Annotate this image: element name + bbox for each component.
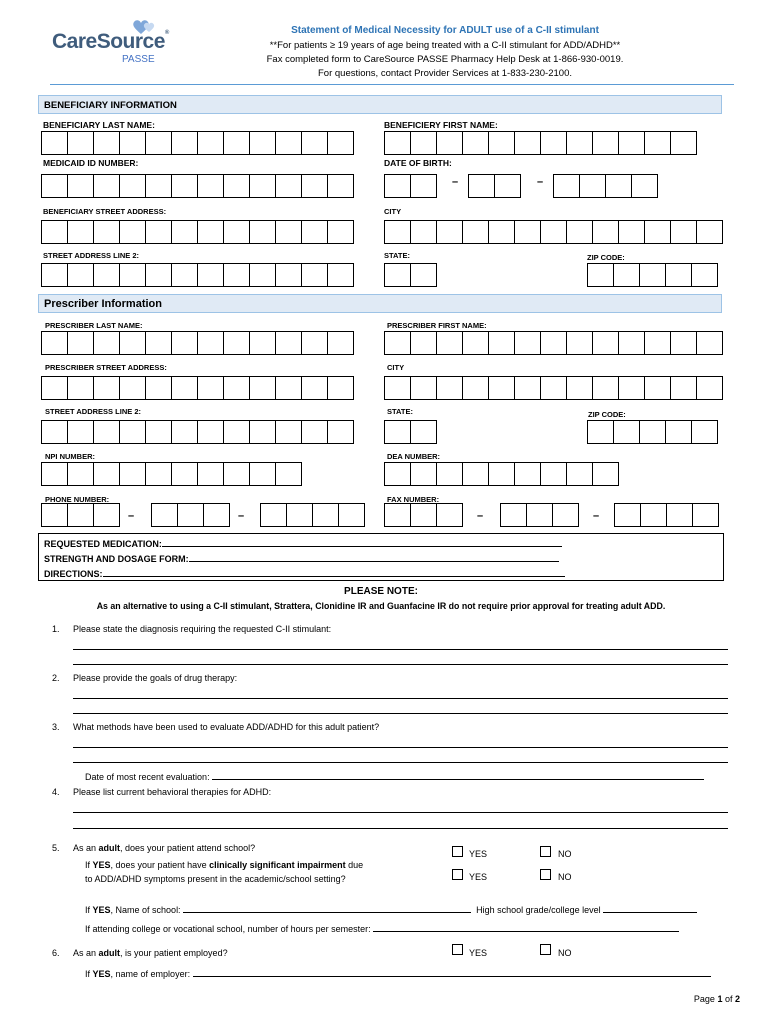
q5d-row — [85, 922, 679, 934]
q6b-row: If YES, name of employer: — [85, 967, 711, 979]
note-title: PLEASE NOTE: — [344, 586, 418, 597]
npi-label: NPI NUMBER: — [45, 452, 95, 461]
note-text: As an alternative to using a C-II stimulant, Strattera, Clonidine IR and Guanfacine IR do not require prior approval for treating adult ADD. — [96, 601, 666, 611]
prescriber-street2-boxes[interactable] — [41, 420, 353, 444]
strength-row — [44, 552, 559, 564]
directions-input[interactable] — [103, 567, 565, 577]
q6-no-checkbox[interactable] — [540, 944, 551, 955]
hours-input[interactable] — [373, 922, 679, 932]
phone-dash-1: – — [128, 510, 135, 522]
dob-dash-2: – — [537, 176, 544, 188]
prescriber-first-name-label: PRESCRIBER FIRST NAME: — [387, 321, 487, 330]
beneficiary-street2-label: STREET ADDRESS LINE 2: — [43, 251, 139, 260]
dob-year-boxes[interactable] — [553, 174, 657, 198]
beneficiary-city-boxes[interactable] — [384, 220, 722, 244]
prescriber-street-boxes[interactable] — [41, 376, 353, 400]
q3-eval-label: Date of most recent evaluation: — [85, 772, 210, 782]
q5c-row: If YES, Name of school: High school grade/college level — [85, 903, 697, 915]
medicaid-id-boxes[interactable] — [41, 174, 353, 198]
prescriber-last-name-label: PRESCRIBER LAST NAME: — [45, 321, 143, 330]
beneficiary-street2-boxes[interactable] — [41, 263, 353, 287]
q5-yes-label: YES — [469, 849, 488, 859]
beneficiary-street-boxes[interactable] — [41, 220, 353, 244]
beneficiary-last-name-boxes[interactable] — [41, 131, 353, 155]
prescriber-city-label: CITY — [387, 363, 405, 372]
fax-label: FAX NUMBER: — [387, 495, 440, 504]
beneficiary-zip-label: ZIP CODE: — [587, 253, 625, 262]
q6-text: As an adult, is your patient employed? — [73, 948, 228, 958]
form-title: Statement of Medical Necessity for ADULT use of a C-II stimulant — [291, 25, 599, 36]
beneficiary-first-name-label: BENEFICIERY FIRST NAME: — [384, 120, 498, 130]
grade-level-label: High school grade/college level — [476, 905, 601, 915]
prescriber-state-label: STATE: — [387, 407, 413, 416]
q5-no-label: NO — [558, 849, 572, 859]
phone-line-boxes[interactable] — [260, 503, 364, 527]
requested-medication-label: REQUESTED MEDICATION: — [44, 539, 162, 549]
q1-text: Please state the diagnosis requiring the requested C-II stimulant: — [73, 624, 332, 634]
header-fax: Fax completed form to CareSource PASSE Pharmacy Help Desk at 1-866-930-0019. — [266, 54, 624, 65]
dea-label: DEA NUMBER: — [387, 452, 441, 461]
dob-month-boxes[interactable] — [384, 174, 436, 198]
q4-text: Please list current behavioral therapies for ADHD: — [73, 787, 272, 797]
q3-answer-line-1[interactable] — [73, 747, 728, 748]
employer-input[interactable] — [193, 967, 711, 977]
phone-label: PHONE NUMBER: — [45, 495, 110, 504]
q5b-no-checkbox[interactable] — [540, 869, 551, 880]
prescriber-zip-boxes[interactable] — [587, 420, 717, 444]
requested-medication-row — [44, 537, 562, 549]
q6-yes-label: YES — [469, 948, 488, 958]
q5b-no-label: NO — [558, 872, 572, 882]
q4-number: 4. — [52, 787, 60, 797]
phone-area-boxes[interactable] — [41, 503, 119, 527]
header-divider — [50, 84, 734, 85]
q3-number: 3. — [52, 722, 60, 732]
q4-answer-line-1[interactable] — [73, 812, 728, 813]
dob-label: DATE OF BIRTH: — [384, 158, 452, 168]
prescriber-last-name-boxes[interactable] — [41, 331, 353, 355]
prescriber-state-boxes[interactable] — [384, 420, 436, 444]
header-contact: For questions, contact Provider Services at 1-833-230-2100. — [318, 68, 572, 79]
q6-yes-checkbox[interactable] — [452, 944, 463, 955]
q6-no-label: NO — [558, 948, 572, 958]
caresource-logo — [50, 18, 180, 70]
dea-boxes[interactable] — [384, 462, 618, 486]
strength-label: STRENGTH AND DOSAGE FORM: — [44, 554, 189, 564]
directions-label: DIRECTIONS: — [44, 569, 103, 579]
q2-answer-line-1[interactable] — [73, 698, 728, 699]
page-number: Page 1 of 2 — [693, 994, 740, 1004]
q3-eval-row — [85, 770, 704, 782]
school-name-input[interactable] — [183, 903, 471, 913]
q2-number: 2. — [52, 673, 60, 683]
q4-answer-line-2[interactable] — [73, 828, 728, 829]
fax-dash-1: – — [477, 510, 484, 522]
phone-dash-2: – — [238, 510, 245, 522]
q3-eval-input[interactable] — [212, 770, 704, 780]
medicaid-id-label: MEDICAID ID NUMBER: — [43, 158, 139, 168]
fax-line-boxes[interactable] — [614, 503, 718, 527]
prescriber-street-label: PRESCRIBER STREET ADDRESS: — [45, 363, 167, 372]
fax-area-boxes[interactable] — [384, 503, 462, 527]
q5b-yes-label: YES — [469, 872, 488, 882]
fax-dash-2: – — [593, 510, 600, 522]
phone-prefix-boxes[interactable] — [151, 503, 229, 527]
strength-input[interactable] — [189, 552, 559, 562]
prescriber-street2-label: STREET ADDRESS LINE 2: — [45, 407, 141, 416]
dob-dash-1: – — [452, 176, 459, 188]
q6-number: 6. — [52, 948, 60, 958]
hours-label: If attending college or vocational school, number of hours per semester: — [85, 924, 371, 934]
beneficiary-street-label: BENEFICIARY STREET ADDRESS: — [43, 207, 167, 216]
logo-passe-text: PASSE — [122, 54, 155, 65]
q5b-text-line2: to ADD/ADHD symptoms present in the academic/school setting? — [85, 874, 346, 884]
q5-yes-checkbox[interactable] — [452, 846, 463, 857]
q5-number: 5. — [52, 843, 60, 853]
beneficiary-section-header: BENEFICIARY INFORMATION — [38, 95, 722, 114]
dob-day-boxes[interactable] — [468, 174, 520, 198]
beneficiary-city-label: CITY — [384, 207, 402, 216]
header-eligibility: **For patients ≥ 19 years of age being treated with a C-II stimulant for ADD/ADHD** — [269, 40, 621, 51]
beneficiary-zip-boxes[interactable] — [587, 263, 717, 287]
q5b-text: If YES, does your patient have clinically significant impairment due — [85, 860, 364, 870]
prescriber-zip-label: ZIP CODE: — [588, 410, 626, 419]
q5-text: As an adult, does your patient attend school? — [73, 843, 256, 853]
q3-text: What methods have been used to evaluate ADD/ADHD for this adult patient? — [73, 722, 380, 732]
q1-number: 1. — [52, 624, 60, 634]
prescriber-city-boxes[interactable] — [384, 376, 722, 400]
beneficiary-first-name-boxes[interactable] — [384, 131, 696, 155]
fax-prefix-boxes[interactable] — [500, 503, 578, 527]
npi-boxes[interactable] — [41, 462, 301, 486]
prescriber-section-header: Prescriber Information — [38, 294, 722, 313]
prescriber-first-name-boxes[interactable] — [384, 331, 722, 355]
logo-brand-text: CareSource® — [52, 30, 169, 53]
q3-answer-line-2[interactable] — [73, 762, 728, 763]
q1-answer-line-2[interactable] — [73, 664, 728, 665]
q5-no-checkbox[interactable] — [540, 846, 551, 857]
q2-answer-line-2[interactable] — [73, 713, 728, 714]
q5b-yes-checkbox[interactable] — [452, 869, 463, 880]
directions-row — [44, 567, 565, 579]
beneficiary-state-boxes[interactable] — [384, 263, 436, 287]
q2-text: Please provide the goals of drug therapy: — [73, 673, 238, 683]
requested-medication-input[interactable] — [162, 537, 562, 547]
beneficiary-last-name-label: BENEFICIARY LAST NAME: — [43, 120, 155, 130]
grade-level-input[interactable] — [603, 903, 697, 913]
beneficiary-state-label: STATE: — [384, 251, 410, 260]
q1-answer-line-1[interactable] — [73, 649, 728, 650]
